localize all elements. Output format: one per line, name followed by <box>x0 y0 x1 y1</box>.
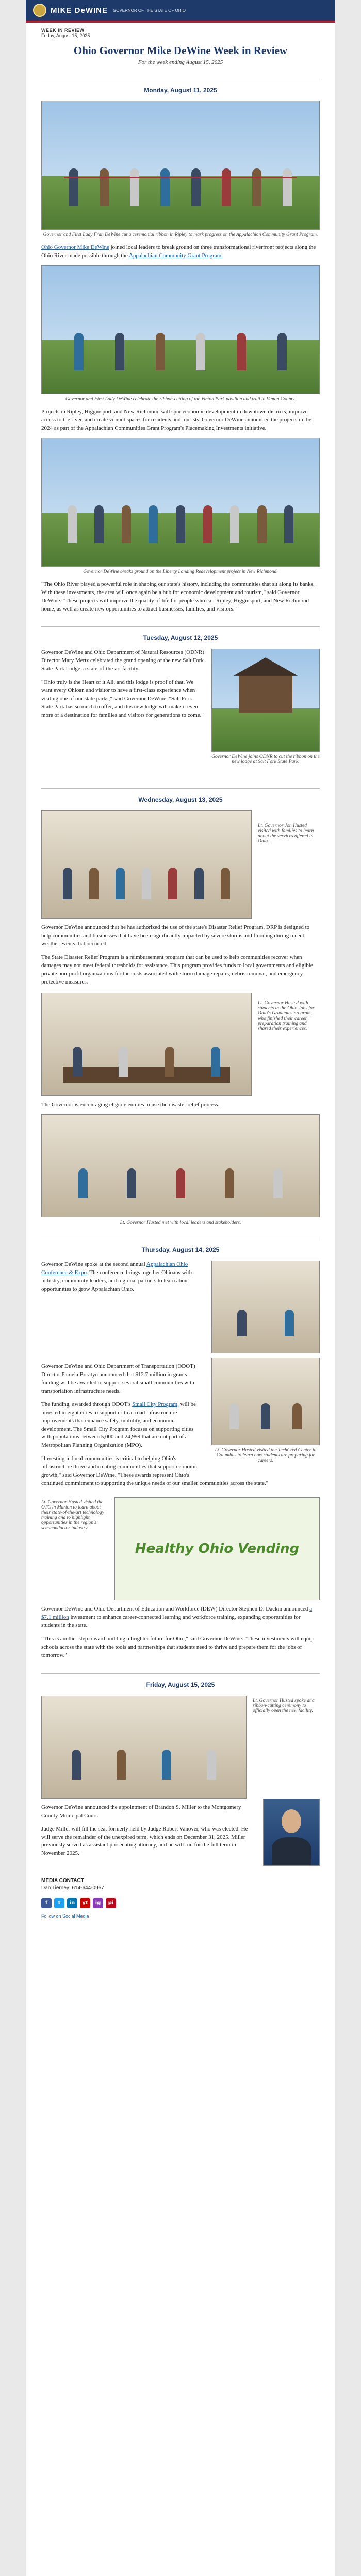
ohio-seal-icon <box>33 4 46 17</box>
day-heading-wednesday: Wednesday, August 13, 2025 <box>41 788 320 803</box>
photo-caption: Lt. Governor Husted visited the OTC in Marion to learn about their state-of-the-art technology training and to highlight opportunities in the region's semiconductor industry. <box>41 1500 104 1531</box>
friday-paragraph-2: Judge Miller will fill the seat formerly held by Judge Robert Vanover, who was elected. He will serve the remainder of the unexpired term, which ends on December 31, 2025. Miller previously served as assistant prosecuting attorney, and he will run for the full term in November 2025. <box>41 1825 248 1857</box>
monday-section <box>26 101 335 613</box>
instagram-icon[interactable]: ig <box>93 1898 103 1908</box>
conference-photo <box>211 1261 320 1353</box>
healthy-ohio-logo-text: Healthy Ohio Vending <box>135 1541 300 1557</box>
groundbreaking-photo <box>41 438 320 567</box>
thursday-paragraph-2: Governor DeWine and Ohio Department of Transportation (ODOT) Director Pamela Boratyn announced that $12.7 million in grants funding will be awarded to support several small communities with transportation infrastructure needs. <box>41 1363 195 1394</box>
facebook-icon[interactable]: f <box>41 1898 52 1908</box>
grant-program-link[interactable]: Appalachian Community Grant Program. <box>128 252 223 259</box>
pinterest-icon[interactable]: pi <box>106 1898 116 1908</box>
investment-link[interactable]: a $7.1 million <box>41 1606 313 1620</box>
wednesday-paragraph-1: Governor DeWine announced that he has authorized the use of the state's Disaster Relief Program. DRP is designed to help communities and businesses that have been significantly impacted by severe storms and flooding during recent weather events that occurred. <box>41 924 310 947</box>
ribbon-cutting-photo <box>41 101 320 230</box>
governor-name: MIKE DeWINE <box>51 6 108 15</box>
media-contact-label: MEDIA CONTACT <box>41 1877 84 1884</box>
photo-caption: Governor DeWine breaks ground on the Liberty Landing Redevelopment project in New Richmond. <box>83 569 278 574</box>
tuesday-paragraph-2: "Ohio truly is the Heart of it All, and this lodge is proof of that. We want every Ohioan and visitor to have a first-class experience when visiting one of our state parks," said Governor DeWine. "Salt Fork State Park has so much to offer, and this new lodge will make it even more of a destination for families and visitors for generations to come." <box>41 679 204 718</box>
issue-date: Friday, August 15, 2025 <box>41 33 90 38</box>
lodge-figure <box>211 649 320 771</box>
photo-caption: Lt. Governor Jon Husted visited with families to learn about the services offered in Ohio. <box>258 823 314 844</box>
wednesday-paragraph-3: The Governor is encouraging eligible entities to use the disaster relief process. <box>41 1101 220 1108</box>
linkedin-icon[interactable]: in <box>67 1898 77 1908</box>
family-visit-photo <box>41 810 252 919</box>
page-subtitle: For the week ending August 15, 2025 <box>138 59 223 65</box>
friday-paragraph-1: Governor DeWine announced the appointment of Brandon S. Miller to the Montgomery County Municipal Court. <box>41 1804 241 1819</box>
thursday-paragraph-4: "Investing in local communities is critical to helping Ohio's infrastructure thrive and creating communities that support economic growth," said Governor DeWine. "These awards represent Ohio's continued commitment to supporting the unique needs of our smaller communities across the state." <box>41 1455 269 1487</box>
healthy-ohio-logo <box>114 1497 320 1600</box>
photo-caption: Governor and First Lady Fran DeWine cut a ceremonial ribbon in Ripley to mark progress on the Appalachian Community Grant Program. <box>43 232 318 238</box>
students-photo <box>41 993 252 1096</box>
photo-caption: Governor and First Lady DeWine celebrate the ribbon-cutting of the Vinton Park pavilion and trail in Vinton County. <box>65 396 296 402</box>
monday-paragraph-3: "The Ohio River played a powerful role in shaping our state's history, including the communities that sit along its banks. With these investments, the area will once again be a hub for economic development and tourism," said Governor DeWine. "These projects will improve the quality of life for people who call Ripley, Higginsport, and New Richmond home, as well as create new opportunities to attract businesses, families, and visitors." <box>41 581 315 612</box>
week-kicker: WEEK IN REVIEW <box>41 28 85 33</box>
facility-opening-photo <box>41 1696 247 1799</box>
photo-caption: Lt. Governor Husted with students in the Ohio Jobs for Ohio's Graduates program, who finished their career preparation training and shared their experiences. <box>258 1001 315 1031</box>
techcred-photo <box>211 1358 320 1445</box>
page-title: Ohio Governor Mike DeWine Week in Review <box>73 44 288 57</box>
thursday-paragraph-1: Governor DeWine spoke at the second annual Appalachian Ohio Conference & Expo. The conference brings together Ohioans with industry, community leaders, and regional partners to learn about opportunities to grow Appalachian Ohio. <box>41 1261 192 1292</box>
conference-link[interactable]: Appalachian Ohio Conference & Expo. <box>41 1261 188 1276</box>
photo-caption: Lt. Governor Husted spoke at a ribbon-cutting ceremony to officially open the new facility. <box>253 1698 315 1714</box>
day-heading-monday: Monday, August 11, 2025 <box>41 79 320 94</box>
issue-meta <box>26 23 335 38</box>
monday-paragraph-1: Ohio Governor Mike DeWine joined local leaders to break ground on three transformational riverfront projects along the Ohio River made possible through the Appalachian Community Grant Program. <box>41 244 316 259</box>
social-links <box>26 1891 335 1911</box>
day-heading-thursday: Thursday, August 14, 2025 <box>41 1239 320 1253</box>
governor-link[interactable]: Ohio Governor Mike DeWine <box>41 244 109 250</box>
tuesday-paragraph-1: Governor DeWine and Ohio Department of Natural Resources (ODNR) Director Mary Mertz celebrated the grand opening of the new Salt Fork State Park Lodge, a state-of-the-art facility. <box>41 649 205 672</box>
tuesday-section <box>26 649 335 775</box>
judge-portrait <box>263 1799 320 1866</box>
header-banner <box>26 0 335 21</box>
thursday-paragraph-6: "This is another step toward building a brighter future for Ohio," said Governor DeWine. "These investments will equip schools across the state with the tools and partnerships that students need to thrive and prepare them for the jobs of tomorrow." <box>41 1635 314 1658</box>
lodge-photo <box>211 649 320 752</box>
media-contact <box>26 1870 335 1891</box>
stakeholders-photo <box>41 1114 320 1217</box>
conference-figure <box>211 1261 320 1353</box>
day-heading-tuesday: Tuesday, August 12, 2025 <box>41 626 320 641</box>
thursday-paragraph-3: The funding, awarded through ODOT's Small City Program, will be invested in eight cities to support critical road infrastructure improvements that enhance safety, mobility, and economic development. The Small City Program focuses on supporting cities with populations between 5,000 and 24,999 that are not part of a Metropolitan Planning Organization (MPO). <box>41 1401 196 1449</box>
follow-link[interactable]: Follow on Social Media <box>41 1913 89 1919</box>
youtube-icon[interactable]: yt <box>80 1898 90 1908</box>
techcred-figure <box>211 1358 320 1469</box>
photo-caption: Governor DeWine joins ODNR to cut the ribbon on the new lodge at Salt Fork State Park. <box>211 754 320 765</box>
twitter-icon[interactable]: t <box>54 1898 64 1908</box>
newsletter <box>26 0 335 2576</box>
friday-section <box>26 1696 335 1870</box>
media-contact-line: Dan Tierney: 614-644-0957 <box>41 1885 104 1891</box>
judge-figure <box>263 1799 320 1866</box>
wednesday-paragraph-2: The State Disaster Relief Program is a reimbursement program that can be used to help communities recover when damages may not meet federal thresholds for assistance. This program provides funds to local governments and eligible private non-profit organizations for the costs associated with storm damage repairs, debris removal, and emergency protective measures. <box>41 954 313 986</box>
governor-office: GOVERNOR OF THE STATE OF OHIO <box>113 8 186 13</box>
small-city-program-link[interactable]: Small City Program, <box>132 1401 179 1408</box>
thursday-section <box>26 1261 335 1660</box>
wednesday-section <box>26 810 335 1225</box>
photo-caption: Lt. Governor Husted visited the TechCred Center in Columbus to learn how students are preparing for careers. <box>215 1447 317 1463</box>
day-heading-friday: Friday, August 15, 2025 <box>41 1673 320 1688</box>
photo-caption: Lt. Governor Husted met with local leaders and stakeholders. <box>120 1219 241 1225</box>
monday-paragraph-2: Projects in Ripley, Higginsport, and New Richmond will spur economic development in downtown districts, improve access to the river, and create vibrant spaces for residents and tourists. Governor DeWine announced the projects in the 2024 as part of the Appalachian Communities Grant Program's Placemaking Investments initiative. <box>41 408 311 431</box>
thursday-paragraph-5: Governor DeWine and Ohio Department of Education and Workforce (DEW) Director Stephen D. Dackin announced a $7.1 million investment to enhance career-connected learning and workforce training, expanding opportunities for students in the state. <box>41 1606 313 1629</box>
pavilion-photo <box>41 265 320 394</box>
